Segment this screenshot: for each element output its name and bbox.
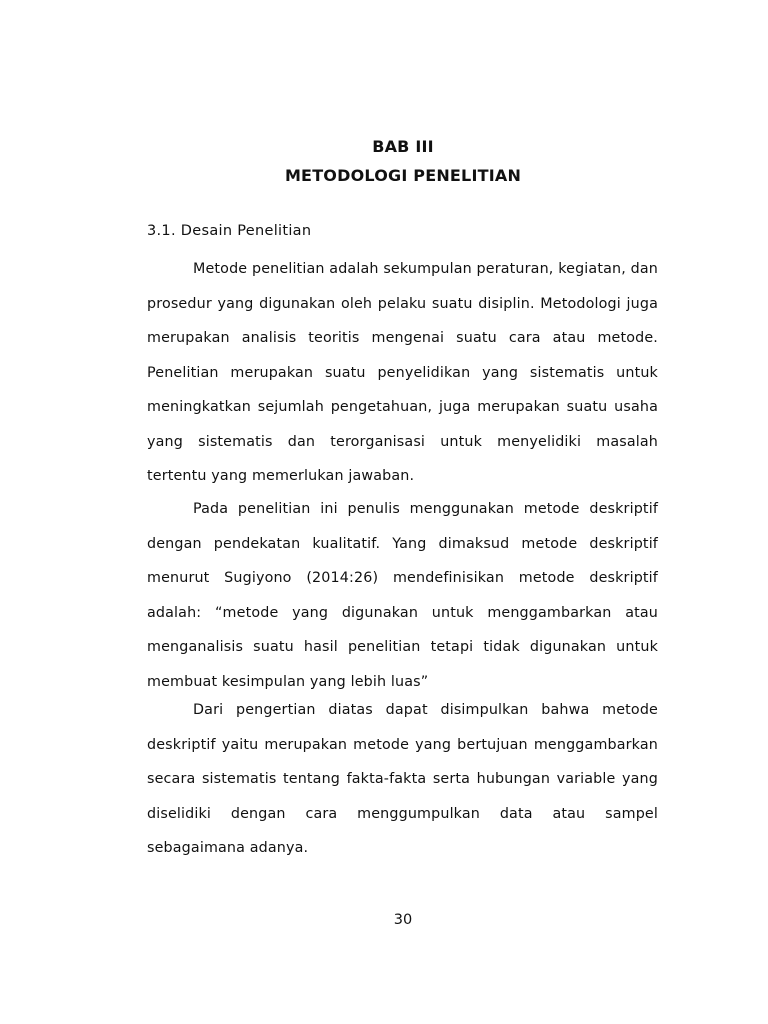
- page-number: 30: [393, 912, 413, 928]
- chapter-number: BAB III: [372, 137, 434, 156]
- section-heading: 3.1. Desain Penelitian: [147, 223, 312, 239]
- paragraph-3: Dari pengertian diatas dapat disimpulkan bahwa metode deskriptif yaitu merupakan metode yang bertujuan menggambarkan secara sistematis tentang fakta-fakta serta hubungan variable yang diselidiki dengan cara menggumpulkan data atau sampel sebagaimana adanya.: [147, 702, 658, 856]
- paragraph-1: Metode penelitian adalah sekumpulan peraturan, kegiatan, dan prosedur yang digunakan oleh pelaku suatu disiplin. Metodologi juga merupakan analisis teoritis mengenai suatu cara atau metode. Penelitian merupakan suatu penyelidikan yang sistematis untuk meningkatkan sejumlah pengetahuan, juga merupakan suatu usaha yang sistematis dan terorganisasi untuk menyelidiki masalah tertentu yang memerlukan jawaban.: [147, 261, 658, 484]
- chapter-title: METODOLOGI PENELITIAN: [284, 166, 522, 185]
- paragraph-2: Pada penelitian ini penulis menggunakan metode deskriptif dengan pendekatan kualitatif. Yang dimaksud metode deskriptif menurut Sugiyono (2014:26) mendefinisikan metode deskriptif adalah: “metode yang digunakan untuk menggambarkan atau menganalisis suatu hasil penelitian tetapi tidak digunakan untuk membuat kesimpulan yang lebih luas”: [147, 501, 658, 690]
